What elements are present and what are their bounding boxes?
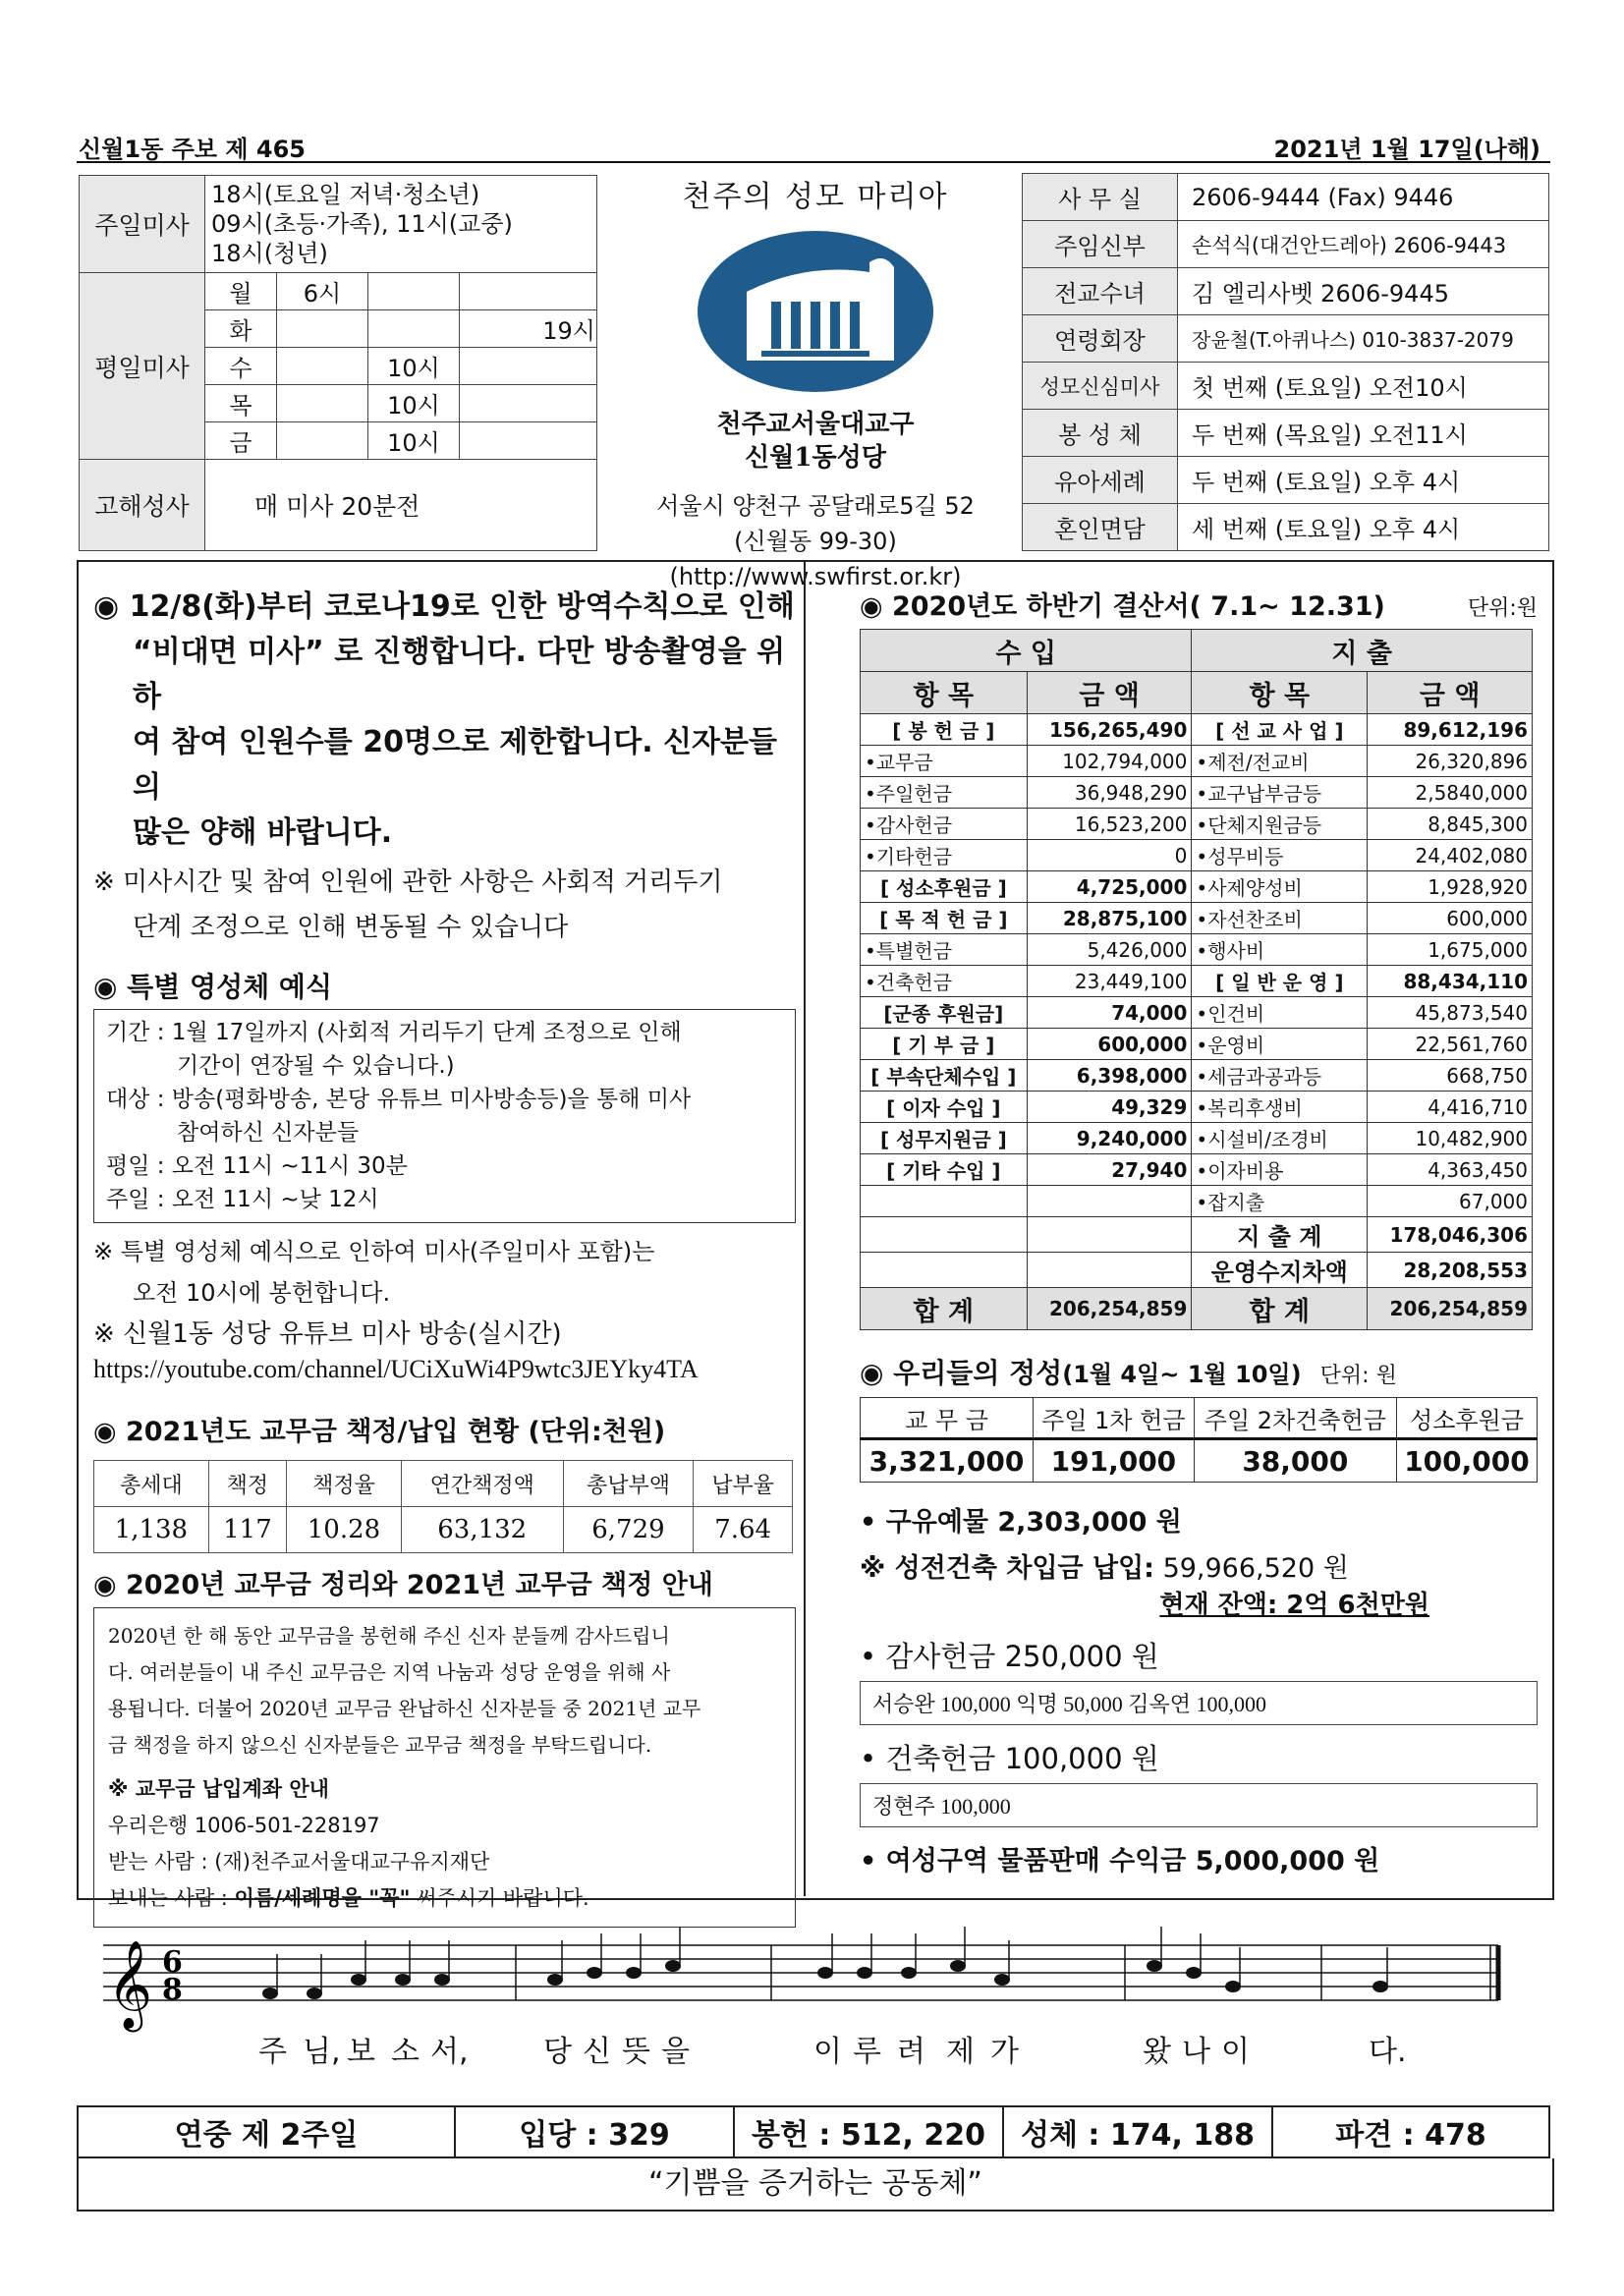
expense-amount: 1,675,000 (1368, 934, 1533, 966)
dues-header: 납부율 (694, 1461, 793, 1507)
income-item (861, 1217, 1028, 1253)
notice-line: 여 참여 인원수를 20명으로 제한합니다. 신자분들의 (133, 725, 777, 805)
settlement-row (861, 997, 1533, 1029)
time-sig-top: 6 (162, 1945, 183, 1980)
expense-amount: 8,845,300 (1368, 809, 1533, 840)
weekday-time (460, 348, 597, 385)
expense-amount: 4,416,710 (1368, 1092, 1533, 1123)
account-receiver: 받는 사람 : (재)천주교서울대교구유지재단 (108, 1850, 490, 1874)
youtube-link[interactable]: https://youtube.com/channel/UCiXuWi4P9wtc3JEYky4TA (93, 1355, 699, 1383)
thanks-offering-names: 서승완 100,000 익명 50,000 김옥연 100,000 (860, 1681, 1538, 1725)
special-after-note (93, 1231, 796, 1355)
income-item: [ 기타 수입 ] (861, 1154, 1028, 1186)
weekday-time (277, 422, 368, 460)
contacts-table (1022, 173, 1549, 551)
note-line: ※ 특별 영성체 예식으로 인하여 미사(주일미사 포함)는 (93, 1238, 655, 1265)
expense-amount: 600,000 (1368, 903, 1533, 934)
column-divider (804, 560, 806, 1896)
note-head (547, 1974, 563, 1986)
lyric-syllable: 나 (1182, 2035, 1210, 2069)
income-amount (1027, 1217, 1192, 1253)
income-item-header: 항 목 (861, 672, 1028, 714)
settlement-table (860, 629, 1533, 1330)
sunday-time: 18시(청년) (211, 240, 328, 267)
dues-header: 책정 (208, 1461, 286, 1507)
dues-header: 총세대 (94, 1461, 209, 1507)
lyric-syllable: 을 (661, 2035, 690, 2069)
account-title: ※ 교무금 납입계좌 안내 (108, 1777, 329, 1801)
note-head (307, 1988, 322, 1999)
offering-header: 주일 1차 헌금 (1034, 1398, 1195, 1439)
settlement-row (861, 1060, 1533, 1092)
contact-label: 성모신심미사 (1023, 363, 1178, 410)
income-total-label: 합 계 (861, 1288, 1028, 1330)
offering-header: 성소후원금 (1396, 1398, 1537, 1439)
lyric-syllable: 다. (1369, 2035, 1407, 2069)
left-column (93, 585, 796, 1928)
offering-value: 191,000 (1034, 1439, 1195, 1483)
expense-item: •이자비용 (1192, 1154, 1368, 1186)
sender-suffix: 써주시기 바랍니다. (410, 1886, 589, 1910)
expense-item: •성무비등 (1192, 840, 1368, 871)
lyric-syllable: 제 (946, 2035, 975, 2069)
note-line: ※ 미사시간 및 참여 인원에 관한 사항은 사회적 거리두기 (93, 868, 723, 897)
building-offering-title: • 건축헌금 100,000 원 (860, 1742, 1159, 1775)
sunday-mass-times (205, 176, 597, 273)
expense-total-label: 합 계 (1192, 1288, 1368, 1330)
expense-item: •교구납부금등 (1192, 777, 1368, 809)
note-head (950, 1960, 966, 1972)
settlement-row (861, 1217, 1533, 1253)
lyric-syllable: 보 (347, 2035, 375, 2069)
income-item (861, 1186, 1028, 1217)
liturgical-week: 연중 제 2주일 (78, 2106, 455, 2157)
note-head (1372, 1981, 1388, 1992)
notice-line: 많은 양해 바랍니다. (133, 815, 393, 850)
address-line: (신월동 99-30) (734, 528, 897, 555)
contact-label: 유아세례 (1023, 457, 1178, 504)
income-amount: 28,875,100 (1027, 903, 1192, 934)
contact-value: 손석식(대건안드레아) 2606-9443 (1178, 221, 1549, 268)
expense-amount: 28,208,553 (1368, 1253, 1533, 1288)
lyric-syllable: 루 (853, 2035, 881, 2069)
dues-guide-paragraph (108, 1618, 781, 1764)
loan-balance: 현재 잔액: 2억 6천만원 (1159, 1591, 1429, 1620)
settlement-row (861, 746, 1533, 777)
offering-period: (1월 4일~ 1월 10일) (1062, 1361, 1302, 1388)
entrance-hymn: 입당 : 329 (455, 2106, 734, 2157)
income-item: [ 봉 헌 금 ] (861, 714, 1028, 746)
expense-header: 지 출 (1192, 630, 1533, 672)
building-loan (860, 1546, 1538, 1585)
weekday-time (460, 422, 597, 460)
lyric-syllable: 왔 (1143, 2035, 1171, 2069)
dues-guide-box (93, 1607, 796, 1928)
settlement-heading (860, 585, 1538, 623)
confession-label: 고해성사 (80, 460, 205, 551)
settlement-row (861, 809, 1533, 840)
weekday-time: 19시 (460, 310, 597, 348)
settlement-rows (861, 714, 1533, 1288)
expense-item: 운영수지차액 (1192, 1253, 1368, 1288)
expense-item: •잡지출 (1192, 1186, 1368, 1217)
sunday-time: 09시(초등·가족), 11시(교중) (211, 210, 513, 238)
expense-amount: 1,928,920 (1368, 871, 1533, 903)
income-item: •교무금 (861, 746, 1028, 777)
weekday-day: 월 (205, 273, 277, 310)
weekday-time (368, 273, 460, 310)
special-line: 평일 : 오전 11시 ~11시 30분 (106, 1153, 408, 1179)
income-amount: 102,794,000 (1027, 746, 1192, 777)
note-head (817, 1967, 833, 1979)
settlement-unit: 단위:원 (1467, 596, 1538, 621)
special-line: 주일 : 오전 11시 ~낮 12시 (106, 1187, 379, 1212)
income-total: 206,254,859 (1027, 1288, 1192, 1330)
weekday-time (277, 385, 368, 422)
expense-amount: 24,402,080 (1368, 840, 1533, 871)
settlement-row (861, 871, 1533, 903)
income-amount: 23,449,100 (1027, 966, 1192, 997)
dues-value: 63,132 (401, 1507, 563, 1553)
income-amount: 36,948,290 (1027, 777, 1192, 809)
parish-website-link[interactable]: (http://www.swfirst.or.kr) (669, 563, 962, 590)
dues-status-table (93, 1460, 793, 1553)
expense-amount-header: 금 액 (1368, 672, 1533, 714)
contact-label: 주임신부 (1023, 221, 1178, 268)
note-head (857, 1967, 872, 1979)
dues-status-title: ◉ 2021년도 교무금 책정/납입 현황 (단위:천원) (93, 1417, 666, 1447)
expense-item: •단체지원금등 (1192, 809, 1368, 840)
sunday-mass-label: 주일미사 (80, 176, 205, 273)
expense-amount: 4,363,450 (1368, 1154, 1533, 1186)
note-head (1147, 1960, 1162, 1972)
settlement-row (861, 1123, 1533, 1154)
settlement-row (861, 1029, 1533, 1060)
weekday-time (277, 310, 368, 348)
expense-item: •복리후생비 (1192, 1092, 1368, 1123)
right-column (860, 585, 1538, 1877)
parish-logo-text (619, 408, 1012, 475)
income-amount: 156,265,490 (1027, 714, 1192, 746)
expense-amount: 668,750 (1368, 1060, 1533, 1092)
contact-label: 연령회장 (1023, 315, 1178, 363)
note-head (901, 1967, 917, 1979)
dues-header: 총납부액 (563, 1461, 694, 1507)
special-line: 기간이 연장될 수 있습니다.) (177, 1053, 455, 1079)
note-line: 오전 10시에 봉헌합니다. (133, 1279, 391, 1307)
note-head (1225, 1981, 1241, 1992)
parish-logo-icon (688, 223, 943, 400)
expense-amount: 10,482,900 (1368, 1123, 1533, 1154)
weekday-day: 화 (205, 310, 277, 348)
contact-label: 봉 성 체 (1023, 410, 1178, 457)
settlement-title: ◉ 2020년도 하반기 결산서( 7.1~ 12.31) (860, 591, 1385, 622)
income-amount (1027, 1253, 1192, 1288)
expense-item: •행사비 (1192, 934, 1368, 966)
income-amount: 74,000 (1027, 997, 1192, 1029)
account-sender-note (108, 1880, 781, 1917)
income-item: [ 성소후원금 ] (861, 871, 1028, 903)
lyric-syllable: 이 (1221, 2035, 1250, 2069)
header-rule (77, 161, 1550, 163)
note-head (1186, 1967, 1202, 1979)
note-head (994, 1974, 1010, 1986)
thanks-offering-title: • 감사헌금 250,000 원 (860, 1640, 1159, 1673)
expense-item: [ 선 교 사 업 ] (1192, 714, 1368, 746)
lyric-syllable: 뜻 (622, 2035, 650, 2069)
offering-unit: 단위: 원 (1319, 1364, 1397, 1388)
contact-value: 두 번째 (토요일) 오후 4시 (1178, 457, 1549, 504)
women-district-sale: • 여성구역 물품판매 수익금 5,000,000 원 (860, 1846, 1380, 1876)
note-head (434, 1974, 450, 1986)
parish-patron: 천주의 성모 마리아 (682, 180, 949, 214)
lyric-syllable: 서, (430, 2035, 469, 2069)
income-item: •주일헌금 (861, 777, 1028, 809)
settlement-row (861, 934, 1533, 966)
bulletin-date: 2021년 1월 17일(나해) (1273, 136, 1540, 163)
logo-text-line: 신월1동성당 (745, 443, 886, 473)
lyric-syllable: 소 (391, 2035, 420, 2069)
expense-amount: 2,5840,000 (1368, 777, 1533, 809)
loan-value: 59,966,520 원 (1153, 1553, 1349, 1584)
logo-text-line: 천주교서울대교구 (716, 410, 915, 439)
offering-value: 38,000 (1194, 1439, 1396, 1483)
expense-item: •사제양성비 (1192, 871, 1368, 903)
expense-item: •세금과공과등 (1192, 1060, 1368, 1092)
expense-amount: 89,612,196 (1368, 714, 1533, 746)
settlement-row (861, 903, 1533, 934)
note-head (351, 1974, 366, 1986)
weekday-time: 10시 (368, 422, 460, 460)
dues-value: 1,138 (94, 1507, 209, 1553)
offertory-hymn: 봉헌 : 512, 220 (734, 2106, 1003, 2157)
note-head (587, 1967, 602, 1979)
weekday-day: 금 (205, 422, 277, 460)
sender-bold: 이름/세례명을 "꼭" (234, 1886, 411, 1910)
liturgy-footer (77, 2105, 1550, 2158)
settlement-row (861, 1253, 1533, 1288)
lyric-syllable: 주 (258, 2035, 287, 2069)
settlement-row (861, 840, 1533, 871)
dues-header: 연간책정액 (401, 1461, 563, 1507)
treble-clef-icon: 𝄞 (107, 1940, 153, 2029)
lyric-syllable: 가 (990, 2035, 1019, 2069)
contact-value: 첫 번째 (토요일) 오전10시 (1178, 363, 1549, 410)
contact-value: 두 번째 (목요일) 오전11시 (1178, 410, 1549, 457)
paragraph-line: 다. 여러분들이 내 주신 교무금은 지역 나눔과 성당 운영을 위해 사 (108, 1660, 671, 1684)
settlement-row (861, 1092, 1533, 1123)
income-amount: 0 (1027, 840, 1192, 871)
weekday-time (368, 310, 460, 348)
income-item: •건축헌금 (861, 966, 1028, 997)
expense-amount: 26,320,896 (1368, 746, 1533, 777)
income-amount (1027, 1186, 1192, 1217)
lyric-syllable: 신 (583, 2035, 611, 2069)
income-item (861, 1253, 1028, 1288)
expense-amount: 22,561,760 (1368, 1029, 1533, 1060)
income-amount: 6,398,000 (1027, 1060, 1192, 1092)
paragraph-line: 용됩니다. 더불어 2020년 교무금 완납하신 신자분들 중 2021년 교무 (108, 1697, 701, 1720)
income-item: [ 부속단체수입 ] (861, 1060, 1028, 1092)
note-head (626, 1967, 642, 1979)
sunday-time: 18시(토요일 저녁·청소년) (211, 181, 480, 208)
expense-item: •인건비 (1192, 997, 1368, 1029)
special-communion-title: ◉ 특별 영성체 예식 (93, 971, 333, 1003)
communion-hymn: 성체 : 174, 188 (1003, 2106, 1272, 2157)
bulletin-number: 신월1동 주보 제 465 (79, 136, 306, 163)
sender-prefix: 보내는 사람 : (108, 1886, 235, 1910)
notes (262, 1927, 1388, 1999)
contact-value: 김 엘리사벳 2606-9445 (1178, 268, 1549, 315)
income-amount: 27,940 (1027, 1154, 1192, 1186)
expense-item: [ 일 반 운 영 ] (1192, 966, 1368, 997)
contact-value: 2606-9444 (Fax) 9446 (1178, 174, 1549, 221)
income-item: [ 이자 수입 ] (861, 1092, 1028, 1123)
income-amount: 4,725,000 (1027, 871, 1192, 903)
contact-value: 세 번째 (토요일) 오후 4시 (1178, 504, 1549, 551)
note-head (665, 1960, 681, 1972)
note-head (262, 1988, 278, 1999)
offering-header: 교 무 금 (861, 1398, 1034, 1439)
expense-item-header: 항 목 (1192, 672, 1368, 714)
expense-amount: 67,000 (1368, 1186, 1533, 1217)
paragraph-line: 금 책정을 하지 않으신 신자분들은 교무금 책정을 부탁드립니다. (108, 1733, 652, 1757)
weekday-time (460, 273, 597, 310)
income-amount: 600,000 (1027, 1029, 1192, 1060)
income-amount: 49,329 (1027, 1092, 1192, 1123)
special-line: 대상 : 방송(평화방송, 본당 유튜브 미사방송등)을 통해 미사 (106, 1087, 692, 1112)
weekday-time (277, 348, 368, 385)
weekday-time: 10시 (368, 385, 460, 422)
loan-label: ※ 성전건축 차입금 납입: (860, 1553, 1154, 1584)
covid-note (93, 860, 796, 950)
dues-value: 10.28 (287, 1507, 402, 1553)
notice-line: ◉ 12/8(화)부터 코로나19로 인한 방역수칙으로 인해 (93, 589, 795, 624)
weekday-day: 수 (205, 348, 277, 385)
income-item: •특별헌금 (861, 934, 1028, 966)
dues-value: 6,729 (563, 1507, 694, 1553)
dues-value: 117 (208, 1507, 286, 1553)
parish-logo-block (619, 172, 1012, 594)
bank-account: 우리은행 1006-501-228197 (108, 1814, 380, 1837)
weekday-mass-label: 평일미사 (80, 273, 205, 460)
income-item: [ 목 적 헌 금 ] (861, 903, 1028, 934)
offering-value: 3,321,000 (861, 1439, 1034, 1483)
expense-total: 206,254,859 (1368, 1288, 1533, 1330)
income-header: 수 입 (861, 630, 1192, 672)
offering-header: 주일 2차건축헌금 (1194, 1398, 1396, 1439)
lyric-syllable: 당 (543, 2035, 572, 2069)
time-sig-bottom: 8 (162, 1973, 183, 2007)
note-head (395, 1974, 411, 1986)
weekday-time: 6시 (277, 273, 368, 310)
mass-schedule-table (79, 175, 597, 551)
expense-item: •시설비/조경비 (1192, 1123, 1368, 1154)
expense-amount: 178,046,306 (1368, 1217, 1533, 1253)
dues-value: 7.64 (694, 1507, 793, 1553)
dues-guide-title: ◉ 2020년 교무금 정리와 2021년 교무금 책정 안내 (93, 1570, 713, 1600)
notice-line: “비대면 미사” 로 진행합니다. 다만 방송촬영을 위하 (133, 635, 786, 714)
lyric-syllable: 이 (813, 2035, 842, 2069)
weekday-time: 10시 (368, 348, 460, 385)
dismissal-hymn: 파견 : 478 (1272, 2106, 1549, 2157)
offering-heading (860, 1352, 1538, 1391)
settlement-row (861, 714, 1533, 746)
weekday-day: 목 (205, 385, 277, 422)
expense-amount: 88,434,110 (1368, 966, 1533, 997)
expense-item: •운영비 (1192, 1029, 1368, 1060)
special-communion-box (93, 1009, 796, 1223)
settlement-row (861, 1186, 1533, 1217)
income-item: •감사헌금 (861, 809, 1028, 840)
building-offering-names: 정현주 100,000 (860, 1783, 1538, 1827)
relief-offering: • 구유예물 2,303,000 원 (860, 1507, 1182, 1538)
income-item: [ 기 부 금 ] (861, 1029, 1028, 1060)
contact-value: 장윤철(T.아퀴나스) 010-3837-2079 (1178, 315, 1549, 363)
offering-value: 100,000 (1396, 1439, 1537, 1483)
expense-item: 지 출 계 (1192, 1217, 1368, 1253)
note-line: 단계 조정으로 인해 변동될 수 있습니다 (133, 913, 569, 942)
offering-table (860, 1397, 1538, 1483)
dues-header: 책정율 (287, 1461, 402, 1507)
address-line: 서울시 양천구 공달래로5길 52 (656, 492, 975, 520)
contact-label: 혼인면담 (1023, 504, 1178, 551)
income-item: •기타헌금 (861, 840, 1028, 871)
expense-item: •자선찬조비 (1192, 903, 1368, 934)
offering-title: ◉ 우리들의 정성 (860, 1357, 1063, 1389)
income-item: [군종 후원금] (861, 997, 1028, 1029)
expense-item: •제전/전교비 (1192, 746, 1368, 777)
contact-label: 전교수녀 (1023, 268, 1178, 315)
weekday-time (460, 385, 597, 422)
confession-value: 매 미사 20분전 (205, 460, 597, 551)
settlement-row (861, 777, 1533, 809)
income-amount: 5,426,000 (1027, 934, 1192, 966)
income-amount: 9,240,000 (1027, 1123, 1192, 1154)
parish-motto: “기쁨을 증거하는 공동체” (77, 2158, 1554, 2212)
covid-notice (93, 585, 796, 856)
settlement-row (861, 966, 1533, 997)
income-amount: 16,523,200 (1027, 809, 1192, 840)
income-item: [ 성무지원금 ] (861, 1123, 1028, 1154)
income-amount-header: 금 액 (1027, 672, 1192, 714)
lyric-syllable: 려 (897, 2035, 925, 2069)
expense-amount: 45,873,540 (1368, 997, 1533, 1029)
special-line: 참여하신 신자분들 (177, 1120, 360, 1146)
lyric-syllable: 님, (303, 2035, 341, 2069)
settlement-row (861, 1154, 1533, 1186)
contact-label: 사 무 실 (1023, 174, 1178, 221)
youtube-note: ※ 신월1동 성당 유튜브 미사 방송(실시간) (93, 1319, 562, 1349)
paragraph-line: 2020년 한 해 동안 교무금을 봉헌해 주신 신자 분들께 감사드립니 (108, 1624, 670, 1648)
special-line: 기간 : 1월 17일까지 (사회적 거리두기 단계 조정으로 인해 (106, 1020, 682, 1045)
